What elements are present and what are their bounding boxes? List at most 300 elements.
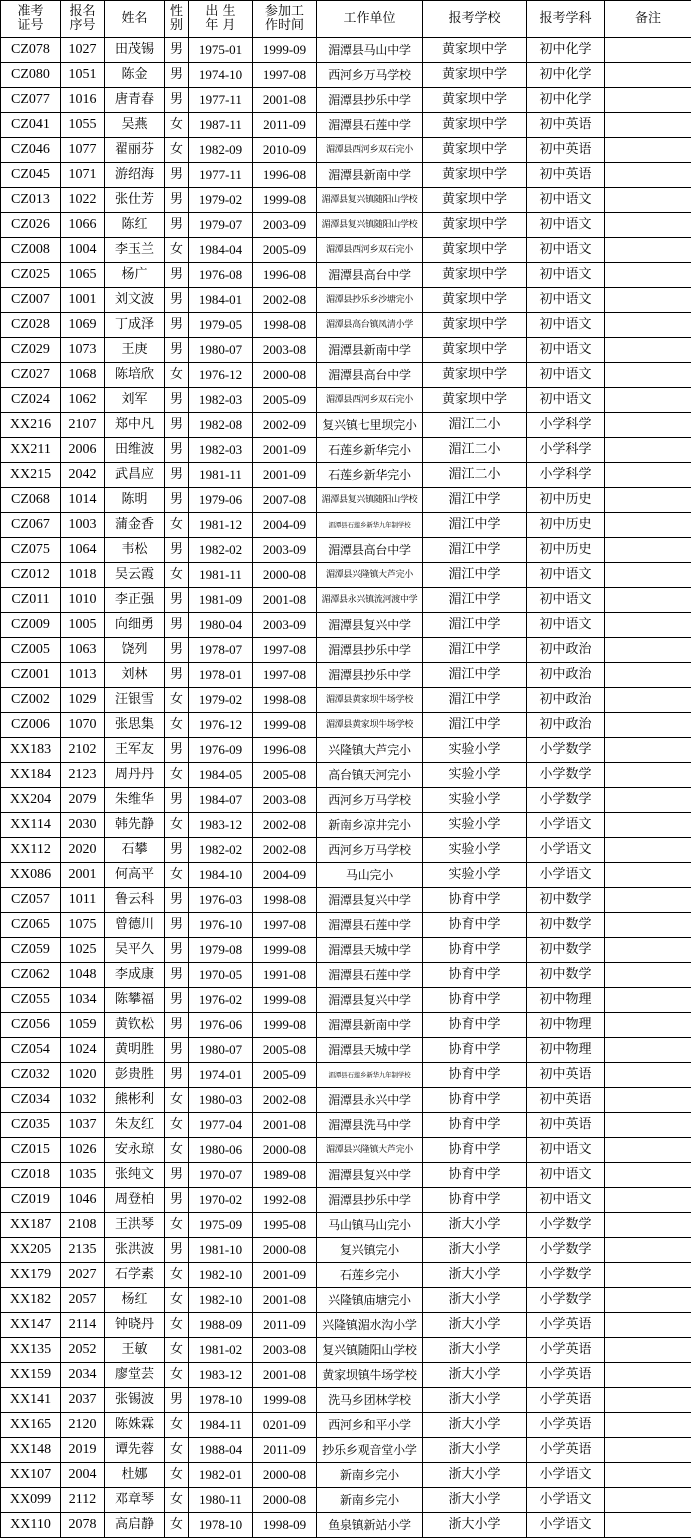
name-cell: 安永琼 xyxy=(105,1138,165,1163)
birth-cell: 1979-08 xyxy=(189,938,253,963)
seq-cell: 1059 xyxy=(61,1013,105,1038)
gender-cell: 女 xyxy=(165,1463,189,1488)
remark-cell xyxy=(605,1313,691,1338)
work-unit-cell: 湄潭县复兴中学 xyxy=(317,1163,423,1188)
exam-id-cell: XX187 xyxy=(1,1213,61,1238)
school-cell: 湄江二小 xyxy=(423,463,527,488)
exam-id-cell: CZ015 xyxy=(1,1138,61,1163)
subject-cell: 初中语文 xyxy=(527,313,605,338)
work-unit-cell: 湄潭县西河乡双石完小 xyxy=(317,138,423,163)
name-cell: 郑中凡 xyxy=(105,413,165,438)
work-start-cell: 2002-09 xyxy=(253,413,317,438)
school-cell: 实验小学 xyxy=(423,813,527,838)
birth-cell: 1976-02 xyxy=(189,988,253,1013)
work-start-cell: 2000-08 xyxy=(253,1463,317,1488)
work-start-cell: 2003-09 xyxy=(253,213,317,238)
work-start-cell: 1992-08 xyxy=(253,1188,317,1213)
subject-cell: 小学数学 xyxy=(527,788,605,813)
subject-cell: 小学英语 xyxy=(527,1313,605,1338)
exam-id-cell: CZ009 xyxy=(1,613,61,638)
subject-cell: 初中语文 xyxy=(527,1188,605,1213)
work-unit-cell: 湄潭县复兴镇随阳山学校 xyxy=(317,488,423,513)
subject-cell: 初中语文 xyxy=(527,1138,605,1163)
remark-cell xyxy=(605,813,691,838)
gender-cell: 男 xyxy=(165,1388,189,1413)
remark-cell xyxy=(605,313,691,338)
remark-cell xyxy=(605,388,691,413)
table-row xyxy=(1,813,691,838)
name-cell: 陈攀福 xyxy=(105,988,165,1013)
remark-cell xyxy=(605,463,691,488)
gender-cell: 女 xyxy=(165,1263,189,1288)
name-cell: 吴平久 xyxy=(105,938,165,963)
table-row xyxy=(1,313,691,338)
seq-cell: 1034 xyxy=(61,988,105,1013)
seq-cell: 2108 xyxy=(61,1213,105,1238)
seq-cell: 2020 xyxy=(61,838,105,863)
birth-cell: 1970-07 xyxy=(189,1163,253,1188)
work-unit-cell: 兴隆镇庙塘完小 xyxy=(317,1288,423,1313)
birth-cell: 1980-11 xyxy=(189,1488,253,1513)
table-row xyxy=(1,1338,691,1363)
table-row xyxy=(1,963,691,988)
name-cell: 李玉兰 xyxy=(105,238,165,263)
birth-cell: 1983-12 xyxy=(189,1363,253,1388)
remark-cell xyxy=(605,1488,691,1513)
work-unit-cell: 高台镇天河完小 xyxy=(317,763,423,788)
work-start-cell: 2011-09 xyxy=(253,1313,317,1338)
exam-id-cell: CZ012 xyxy=(1,563,61,588)
gender-cell: 男 xyxy=(165,963,189,988)
table-row xyxy=(1,913,691,938)
exam-id-cell: XX099 xyxy=(1,1488,61,1513)
remark-cell xyxy=(605,1388,691,1413)
table-row xyxy=(1,163,691,188)
work-unit-cell: 湄潭县高台镇凤清小学 xyxy=(317,313,423,338)
gender-cell: 男 xyxy=(165,638,189,663)
seq-cell: 1055 xyxy=(61,113,105,138)
exam-id-cell: CZ062 xyxy=(1,963,61,988)
table-row xyxy=(1,1088,691,1113)
exam-id-cell: CZ077 xyxy=(1,88,61,113)
seq-cell: 1032 xyxy=(61,1088,105,1113)
gender-cell: 男 xyxy=(165,938,189,963)
name-cell: 王军友 xyxy=(105,738,165,763)
seq-cell: 2123 xyxy=(61,763,105,788)
table-row xyxy=(1,1063,691,1088)
birth-cell: 1984-11 xyxy=(189,1413,253,1438)
work-start-cell: 1999-08 xyxy=(253,1013,317,1038)
name-cell: 黄钦松 xyxy=(105,1013,165,1038)
table-row xyxy=(1,288,691,313)
exam-id-cell: CZ001 xyxy=(1,663,61,688)
table-row xyxy=(1,663,691,688)
gender-cell: 男 xyxy=(165,1063,189,1088)
school-cell: 浙大小学 xyxy=(423,1313,527,1338)
school-cell: 湄江中学 xyxy=(423,488,527,513)
subject-cell: 小学数学 xyxy=(527,763,605,788)
exam-id-cell: CZ008 xyxy=(1,238,61,263)
gender-cell: 女 xyxy=(165,1138,189,1163)
work-start-cell: 1996-08 xyxy=(253,263,317,288)
birth-cell: 1975-09 xyxy=(189,1213,253,1238)
gender-cell: 女 xyxy=(165,1113,189,1138)
remark-cell xyxy=(605,263,691,288)
remark-cell xyxy=(605,663,691,688)
school-cell: 黄家坝中学 xyxy=(423,188,527,213)
name-cell: 李正强 xyxy=(105,588,165,613)
work-start-cell: 2000-08 xyxy=(253,563,317,588)
remark-cell xyxy=(605,1513,691,1538)
exam-id-cell: XX205 xyxy=(1,1238,61,1263)
work-unit-cell: 石莲乡新华完小 xyxy=(317,438,423,463)
table-row xyxy=(1,263,691,288)
gender-cell: 男 xyxy=(165,738,189,763)
birth-cell: 1982-03 xyxy=(189,388,253,413)
subject-cell: 初中语文 xyxy=(527,213,605,238)
table-row xyxy=(1,388,691,413)
subject-cell: 初中语文 xyxy=(527,238,605,263)
birth-cell: 1970-02 xyxy=(189,1188,253,1213)
work-unit-cell: 湄潭县新南中学 xyxy=(317,338,423,363)
work-start-cell: 2001-08 xyxy=(253,588,317,613)
table-row xyxy=(1,1463,691,1488)
birth-cell: 1982-08 xyxy=(189,413,253,438)
birth-cell: 1982-02 xyxy=(189,838,253,863)
gender-cell: 女 xyxy=(165,763,189,788)
exam-id-cell: CZ011 xyxy=(1,588,61,613)
subject-cell: 初中英语 xyxy=(527,1063,605,1088)
seq-cell: 2078 xyxy=(61,1513,105,1538)
birth-cell: 1976-09 xyxy=(189,738,253,763)
birth-cell: 1979-02 xyxy=(189,688,253,713)
seq-cell: 1046 xyxy=(61,1188,105,1213)
seq-cell: 1048 xyxy=(61,963,105,988)
work-start-cell: 2005-09 xyxy=(253,1063,317,1088)
seq-cell: 1001 xyxy=(61,288,105,313)
remark-cell xyxy=(605,63,691,88)
remark-cell xyxy=(605,1413,691,1438)
work-unit-cell: 抄乐乡观音堂小学 xyxy=(317,1438,423,1463)
seq-cell: 2135 xyxy=(61,1238,105,1263)
table-row xyxy=(1,763,691,788)
name-cell: 刘文波 xyxy=(105,288,165,313)
subject-cell: 初中化学 xyxy=(527,38,605,63)
header-work-start: 参加工 作时间 xyxy=(253,1,317,38)
work-unit-cell: 湄潭县抄乐中学 xyxy=(317,638,423,663)
remark-cell xyxy=(605,713,691,738)
birth-cell: 1976-08 xyxy=(189,263,253,288)
exam-id-cell: XX183 xyxy=(1,738,61,763)
subject-cell: 初中政治 xyxy=(527,713,605,738)
school-cell: 浙大小学 xyxy=(423,1513,527,1538)
name-cell: 谭先蓉 xyxy=(105,1438,165,1463)
gender-cell: 女 xyxy=(165,563,189,588)
work-start-cell: 1999-08 xyxy=(253,988,317,1013)
gender-cell: 男 xyxy=(165,438,189,463)
school-cell: 湄江中学 xyxy=(423,613,527,638)
gender-cell: 女 xyxy=(165,1288,189,1313)
subject-cell: 小学语文 xyxy=(527,838,605,863)
name-cell: 刘林 xyxy=(105,663,165,688)
remark-cell xyxy=(605,1463,691,1488)
work-start-cell: 2007-08 xyxy=(253,488,317,513)
remark-cell xyxy=(605,1438,691,1463)
exam-id-cell: XX141 xyxy=(1,1388,61,1413)
work-start-cell: 2001-08 xyxy=(253,88,317,113)
birth-cell: 1970-05 xyxy=(189,963,253,988)
exam-id-cell: XX215 xyxy=(1,463,61,488)
remark-cell xyxy=(605,163,691,188)
remark-cell xyxy=(605,1263,691,1288)
subject-cell: 小学数学 xyxy=(527,1213,605,1238)
gender-cell: 男 xyxy=(165,313,189,338)
table-row xyxy=(1,513,691,538)
exam-id-cell: CZ013 xyxy=(1,188,61,213)
subject-cell: 初中政治 xyxy=(527,688,605,713)
gender-cell: 男 xyxy=(165,588,189,613)
exam-id-cell: XX148 xyxy=(1,1438,61,1463)
table-row xyxy=(1,188,691,213)
birth-cell: 1982-03 xyxy=(189,438,253,463)
birth-cell: 1976-10 xyxy=(189,913,253,938)
gender-cell: 男 xyxy=(165,188,189,213)
table-row xyxy=(1,138,691,163)
table-row xyxy=(1,1413,691,1438)
remark-cell xyxy=(605,1038,691,1063)
birth-cell: 1976-03 xyxy=(189,888,253,913)
name-cell: 杨广 xyxy=(105,263,165,288)
birth-cell: 1988-09 xyxy=(189,1313,253,1338)
table-row xyxy=(1,1513,691,1538)
birth-cell: 1980-04 xyxy=(189,613,253,638)
table-row xyxy=(1,1263,691,1288)
seq-cell: 2019 xyxy=(61,1438,105,1463)
name-cell: 武昌应 xyxy=(105,463,165,488)
school-cell: 实验小学 xyxy=(423,863,527,888)
work-start-cell: 1999-08 xyxy=(253,1388,317,1413)
exam-id-cell: XX204 xyxy=(1,788,61,813)
remark-cell xyxy=(605,88,691,113)
subject-cell: 小学数学 xyxy=(527,738,605,763)
work-unit-cell: 湄潭县马山中学 xyxy=(317,38,423,63)
exam-id-cell: CZ067 xyxy=(1,513,61,538)
gender-cell: 男 xyxy=(165,1188,189,1213)
work-start-cell: 1998-08 xyxy=(253,688,317,713)
subject-cell: 初中数学 xyxy=(527,888,605,913)
seq-cell: 1069 xyxy=(61,313,105,338)
exam-id-cell: XX114 xyxy=(1,813,61,838)
gender-cell: 女 xyxy=(165,1363,189,1388)
remark-cell xyxy=(605,763,691,788)
school-cell: 黄家坝中学 xyxy=(423,338,527,363)
gender-cell: 男 xyxy=(165,388,189,413)
remark-cell xyxy=(605,1163,691,1188)
remark-cell xyxy=(605,1338,691,1363)
remark-cell xyxy=(605,113,691,138)
gender-cell: 男 xyxy=(165,63,189,88)
table-row xyxy=(1,63,691,88)
name-cell: 杜娜 xyxy=(105,1463,165,1488)
subject-cell: 小学英语 xyxy=(527,1363,605,1388)
work-start-cell: 1999-08 xyxy=(253,188,317,213)
seq-cell: 1063 xyxy=(61,638,105,663)
table-row xyxy=(1,888,691,913)
exam-id-cell: CZ059 xyxy=(1,938,61,963)
gender-cell: 男 xyxy=(165,988,189,1013)
work-start-cell: 1997-08 xyxy=(253,638,317,663)
subject-cell: 初中历史 xyxy=(527,513,605,538)
school-cell: 黄家坝中学 xyxy=(423,63,527,88)
subject-cell: 小学数学 xyxy=(527,1288,605,1313)
seq-cell: 1016 xyxy=(61,88,105,113)
work-unit-cell: 兴隆镇湄水沟小学 xyxy=(317,1313,423,1338)
name-cell: 熊彬利 xyxy=(105,1088,165,1113)
school-cell: 湄江中学 xyxy=(423,688,527,713)
birth-cell: 1978-10 xyxy=(189,1388,253,1413)
work-unit-cell: 湄潭县新南中学 xyxy=(317,163,423,188)
name-cell: 丁成泽 xyxy=(105,313,165,338)
subject-cell: 小学科学 xyxy=(527,438,605,463)
exam-id-cell: CZ054 xyxy=(1,1038,61,1063)
seq-cell: 1018 xyxy=(61,563,105,588)
header-row xyxy=(1,1,691,38)
work-start-cell: 2011-09 xyxy=(253,113,317,138)
remark-cell xyxy=(605,488,691,513)
gender-cell: 男 xyxy=(165,288,189,313)
header-remark: 备注 xyxy=(605,1,691,38)
school-cell: 协育中学 xyxy=(423,1063,527,1088)
remark-cell xyxy=(605,638,691,663)
work-start-cell: 1999-08 xyxy=(253,938,317,963)
work-unit-cell: 马山镇马山完小 xyxy=(317,1213,423,1238)
work-start-cell: 2001-09 xyxy=(253,1263,317,1288)
school-cell: 黄家坝中学 xyxy=(423,138,527,163)
name-cell: 王庚 xyxy=(105,338,165,363)
name-cell: 鲁云科 xyxy=(105,888,165,913)
gender-cell: 男 xyxy=(165,788,189,813)
table-row xyxy=(1,788,691,813)
remark-cell xyxy=(605,538,691,563)
work-start-cell: 1991-08 xyxy=(253,963,317,988)
exam-id-cell: CZ065 xyxy=(1,913,61,938)
name-cell: 吴云霞 xyxy=(105,563,165,588)
school-cell: 湄江中学 xyxy=(423,638,527,663)
subject-cell: 初中语文 xyxy=(527,288,605,313)
birth-cell: 1979-05 xyxy=(189,313,253,338)
seq-cell: 1073 xyxy=(61,338,105,363)
subject-cell: 初中语文 xyxy=(527,263,605,288)
subject-cell: 初中语文 xyxy=(527,588,605,613)
school-cell: 浙大小学 xyxy=(423,1488,527,1513)
work-unit-cell: 湄潭县复兴镇随阳山学校 xyxy=(317,188,423,213)
remark-cell xyxy=(605,913,691,938)
table-row xyxy=(1,588,691,613)
birth-cell: 1978-07 xyxy=(189,638,253,663)
school-cell: 实验小学 xyxy=(423,763,527,788)
remark-cell xyxy=(605,863,691,888)
header-work-unit: 工作单位 xyxy=(317,1,423,38)
school-cell: 协育中学 xyxy=(423,963,527,988)
birth-cell: 1980-07 xyxy=(189,1038,253,1063)
birth-cell: 1974-01 xyxy=(189,1063,253,1088)
subject-cell: 小学英语 xyxy=(527,1388,605,1413)
birth-cell: 1982-10 xyxy=(189,1263,253,1288)
school-cell: 协育中学 xyxy=(423,1188,527,1213)
subject-cell: 初中语文 xyxy=(527,188,605,213)
table-row xyxy=(1,1138,691,1163)
birth-cell: 1981-10 xyxy=(189,1238,253,1263)
table-row xyxy=(1,38,691,63)
gender-cell: 男 xyxy=(165,838,189,863)
table-row xyxy=(1,438,691,463)
seq-cell: 1004 xyxy=(61,238,105,263)
name-cell: 周丹丹 xyxy=(105,763,165,788)
name-cell: 刘军 xyxy=(105,388,165,413)
remark-cell xyxy=(605,788,691,813)
exam-id-cell: XX184 xyxy=(1,763,61,788)
name-cell: 张锡波 xyxy=(105,1388,165,1413)
remark-cell xyxy=(605,938,691,963)
gender-cell: 男 xyxy=(165,913,189,938)
gender-cell: 男 xyxy=(165,613,189,638)
exam-id-cell: XX165 xyxy=(1,1413,61,1438)
name-cell: 唐青春 xyxy=(105,88,165,113)
seq-cell: 1070 xyxy=(61,713,105,738)
subject-cell: 小学科学 xyxy=(527,463,605,488)
birth-cell: 1982-10 xyxy=(189,1288,253,1313)
subject-cell: 初中物理 xyxy=(527,988,605,1013)
name-cell: 朱维华 xyxy=(105,788,165,813)
seq-cell: 1024 xyxy=(61,1038,105,1063)
name-cell: 张思集 xyxy=(105,713,165,738)
school-cell: 协育中学 xyxy=(423,1113,527,1138)
table-row xyxy=(1,988,691,1013)
remark-cell xyxy=(605,838,691,863)
subject-cell: 小学语文 xyxy=(527,1463,605,1488)
work-unit-cell: 湄潭县兴隆镇大芦完小 xyxy=(317,1138,423,1163)
seq-cell: 1071 xyxy=(61,163,105,188)
work-start-cell: 2002-08 xyxy=(253,1088,317,1113)
work-unit-cell: 湄潭县高台中学 xyxy=(317,538,423,563)
birth-cell: 1987-11 xyxy=(189,113,253,138)
name-cell: 张洪波 xyxy=(105,1238,165,1263)
gender-cell: 女 xyxy=(165,138,189,163)
remark-cell xyxy=(605,563,691,588)
exam-id-cell: CZ005 xyxy=(1,638,61,663)
work-unit-cell: 新南乡完小 xyxy=(317,1463,423,1488)
table-row xyxy=(1,538,691,563)
seq-cell: 1065 xyxy=(61,263,105,288)
school-cell: 黄家坝中学 xyxy=(423,313,527,338)
birth-cell: 1982-01 xyxy=(189,1463,253,1488)
work-start-cell: 2000-08 xyxy=(253,1488,317,1513)
name-cell: 彭贵胜 xyxy=(105,1063,165,1088)
school-cell: 黄家坝中学 xyxy=(423,263,527,288)
name-cell: 张纯文 xyxy=(105,1163,165,1188)
birth-cell: 1983-12 xyxy=(189,813,253,838)
name-cell: 张仕芳 xyxy=(105,188,165,213)
exam-id-cell: CZ007 xyxy=(1,288,61,313)
header-school: 报考学校 xyxy=(423,1,527,38)
work-unit-cell: 西河乡和平小学 xyxy=(317,1413,423,1438)
gender-cell: 女 xyxy=(165,813,189,838)
school-cell: 湄江二小 xyxy=(423,438,527,463)
school-cell: 浙大小学 xyxy=(423,1338,527,1363)
table-row xyxy=(1,1213,691,1238)
work-start-cell: 1998-08 xyxy=(253,888,317,913)
seq-cell: 2057 xyxy=(61,1288,105,1313)
